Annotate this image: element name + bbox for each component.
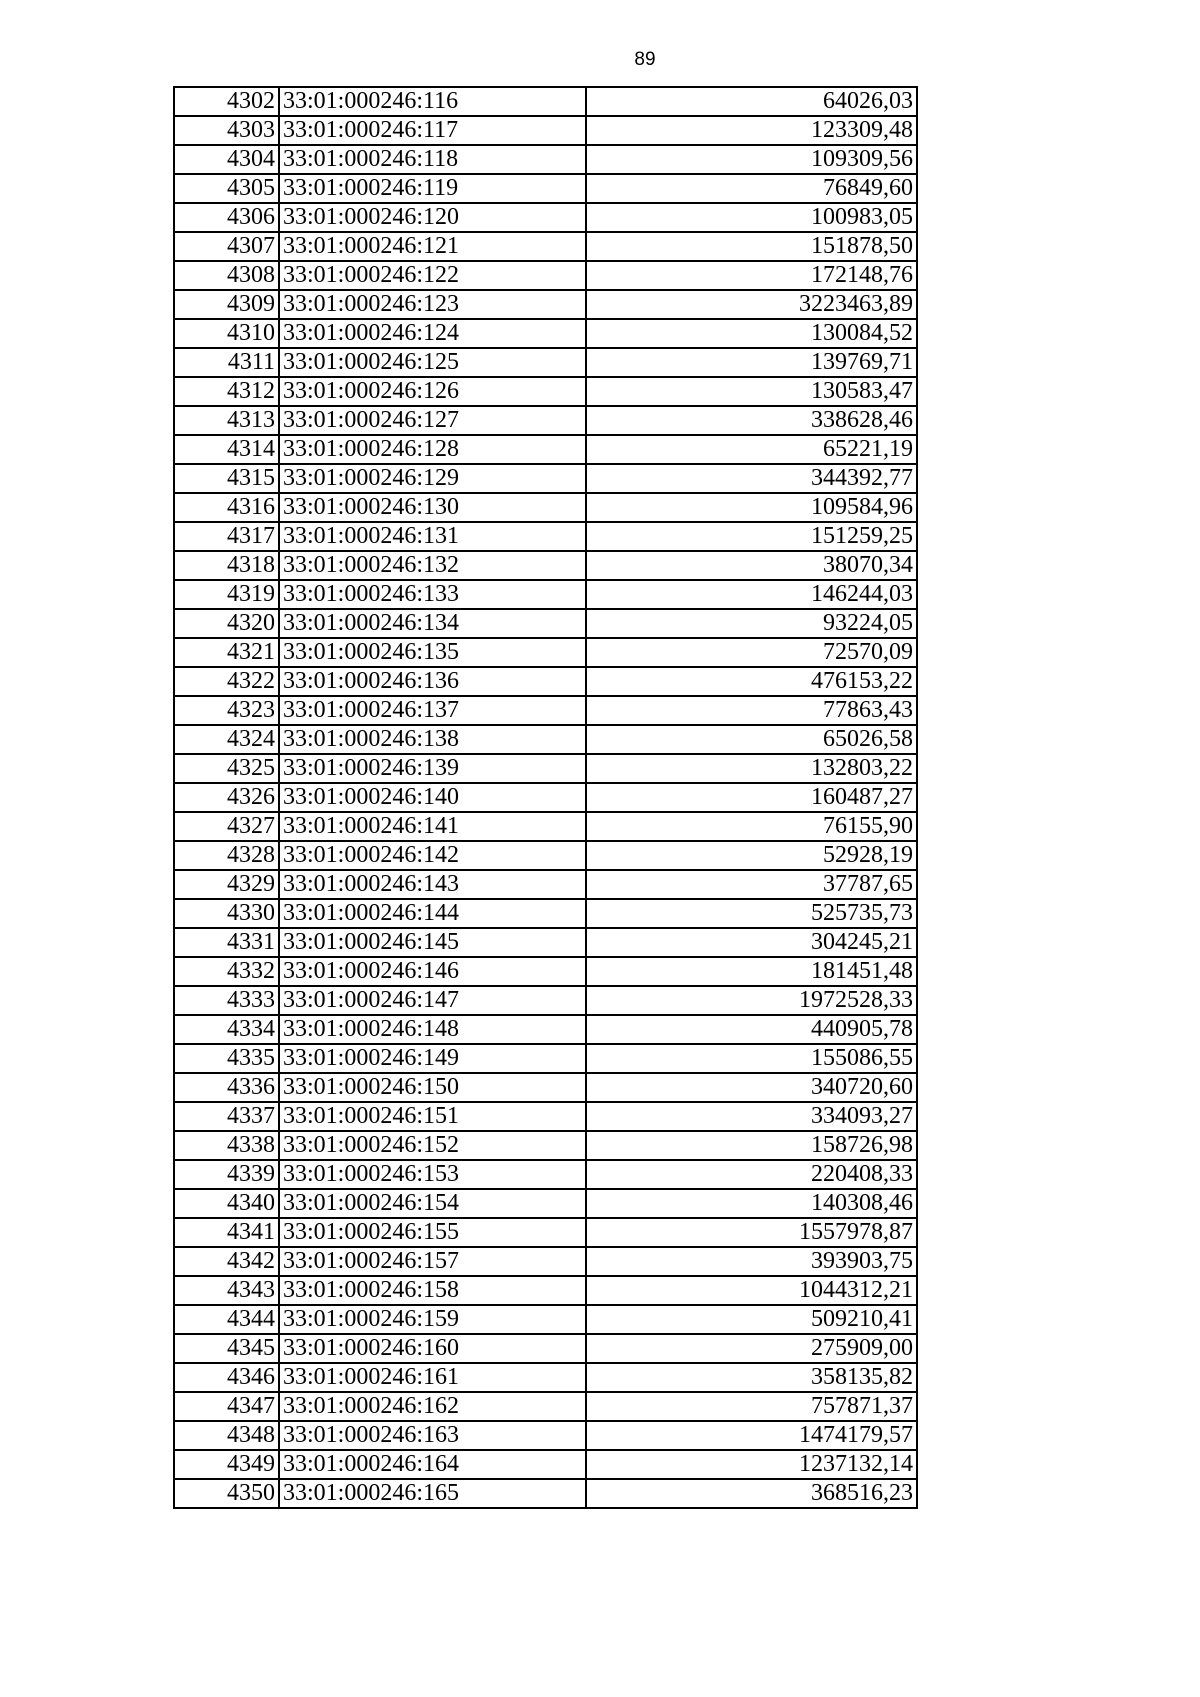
cadastral-value-cell: 65221,19 (586, 435, 917, 464)
cadastral-number-cell: 33:01:000246:125 (279, 348, 586, 377)
cadastral-number-cell: 33:01:000246:134 (279, 609, 586, 638)
row-number-cell: 4323 (174, 696, 279, 725)
row-number-cell: 4319 (174, 580, 279, 609)
row-number-cell: 4325 (174, 754, 279, 783)
table-row (174, 203, 917, 232)
row-number-cell: 4336 (174, 1073, 279, 1102)
row-number-cell: 4306 (174, 203, 279, 232)
table-row (174, 783, 917, 812)
cadastral-value-cell: 757871,37 (586, 1392, 917, 1421)
row-number-cell: 4304 (174, 145, 279, 174)
table-row (174, 1450, 917, 1479)
cadastral-number-cell: 33:01:000246:146 (279, 957, 586, 986)
cadastral-number-cell: 33:01:000246:131 (279, 522, 586, 551)
table-row (174, 1131, 917, 1160)
cadastral-value-cell: 344392,77 (586, 464, 917, 493)
cadastral-value-cell: 158726,98 (586, 1131, 917, 1160)
cadastral-value-cell: 76155,90 (586, 812, 917, 841)
table-row (174, 609, 917, 638)
table-row (174, 1392, 917, 1421)
row-number-cell: 4339 (174, 1160, 279, 1189)
row-number-cell: 4350 (174, 1479, 279, 1508)
cadastral-number-cell: 33:01:000246:122 (279, 261, 586, 290)
table-row (174, 1160, 917, 1189)
cadastral-number-cell: 33:01:000246:138 (279, 725, 586, 754)
cadastral-value-cell: 37787,65 (586, 870, 917, 899)
cadastral-value-cell: 77863,43 (586, 696, 917, 725)
cadastral-number-cell: 33:01:000246:121 (279, 232, 586, 261)
cadastral-number-cell: 33:01:000246:140 (279, 783, 586, 812)
cadastral-value-cell: 38070,34 (586, 551, 917, 580)
row-number-cell: 4309 (174, 290, 279, 319)
table-row (174, 435, 917, 464)
cadastral-number-cell: 33:01:000246:164 (279, 1450, 586, 1479)
row-number-cell: 4331 (174, 928, 279, 957)
table-row (174, 1218, 917, 1247)
cadastral-number-cell: 33:01:000246:133 (279, 580, 586, 609)
table-row (174, 1189, 917, 1218)
row-number-cell: 4326 (174, 783, 279, 812)
table-row (174, 1305, 917, 1334)
cadastral-value-cell: 1044312,21 (586, 1276, 917, 1305)
table-row (174, 319, 917, 348)
row-number-cell: 4315 (174, 464, 279, 493)
row-number-cell: 4318 (174, 551, 279, 580)
cadastral-number-cell: 33:01:000246:145 (279, 928, 586, 957)
cadastral-number-cell: 33:01:000246:135 (279, 638, 586, 667)
row-number-cell: 4343 (174, 1276, 279, 1305)
cadastral-value-cell: 64026,03 (586, 87, 917, 116)
cadastral-number-cell: 33:01:000246:123 (279, 290, 586, 319)
cadastral-value-cell: 155086,55 (586, 1044, 917, 1073)
cadastral-value-cell: 525735,73 (586, 899, 917, 928)
cadastral-value-cell: 393903,75 (586, 1247, 917, 1276)
row-number-cell: 4340 (174, 1189, 279, 1218)
cadastral-number-cell: 33:01:000246:142 (279, 841, 586, 870)
cadastral-value-cell: 1972528,33 (586, 986, 917, 1015)
row-number-cell: 4334 (174, 1015, 279, 1044)
table-row (174, 87, 917, 116)
cadastral-value-cell: 130583,47 (586, 377, 917, 406)
cadastral-value-cell: 93224,05 (586, 609, 917, 638)
table-row (174, 1421, 917, 1450)
row-number-cell: 4311 (174, 348, 279, 377)
cadastral-value-cell: 440905,78 (586, 1015, 917, 1044)
row-number-cell: 4321 (174, 638, 279, 667)
row-number-cell: 4320 (174, 609, 279, 638)
row-number-cell: 4341 (174, 1218, 279, 1247)
cadastral-number-cell: 33:01:000246:124 (279, 319, 586, 348)
cadastral-value-cell: 1237132,14 (586, 1450, 917, 1479)
row-number-cell: 4324 (174, 725, 279, 754)
cadastral-number-cell: 33:01:000246:153 (279, 1160, 586, 1189)
cadastral-value-cell: 340720,60 (586, 1073, 917, 1102)
cadastral-value-cell: 76849,60 (586, 174, 917, 203)
cadastral-value-cell: 139769,71 (586, 348, 917, 377)
cadastral-value-cell: 275909,00 (586, 1334, 917, 1363)
cadastral-number-cell: 33:01:000246:150 (279, 1073, 586, 1102)
cadastral-number-cell: 33:01:000246:149 (279, 1044, 586, 1073)
row-number-cell: 4308 (174, 261, 279, 290)
cadastral-number-cell: 33:01:000246:127 (279, 406, 586, 435)
table-row (174, 551, 917, 580)
cadastral-number-cell: 33:01:000246:136 (279, 667, 586, 696)
cadastral-number-cell: 33:01:000246:126 (279, 377, 586, 406)
cadastral-value-cell: 1474179,57 (586, 1421, 917, 1450)
cadastral-value-cell: 109584,96 (586, 493, 917, 522)
table-row (174, 1334, 917, 1363)
cadastral-number-cell: 33:01:000246:141 (279, 812, 586, 841)
table-row (174, 174, 917, 203)
cadastral-number-cell: 33:01:000246:158 (279, 1276, 586, 1305)
table-row (174, 667, 917, 696)
cadastral-number-cell: 33:01:000246:143 (279, 870, 586, 899)
row-number-cell: 4335 (174, 1044, 279, 1073)
cadastral-number-cell: 33:01:000246:116 (279, 87, 586, 116)
row-number-cell: 4332 (174, 957, 279, 986)
row-number-cell: 4342 (174, 1247, 279, 1276)
cadastral-value-cell: 160487,27 (586, 783, 917, 812)
table-row (174, 1044, 917, 1073)
row-number-cell: 4330 (174, 899, 279, 928)
cadastral-number-cell: 33:01:000246:165 (279, 1479, 586, 1508)
row-number-cell: 4303 (174, 116, 279, 145)
cadastral-number-cell: 33:01:000246:160 (279, 1334, 586, 1363)
row-number-cell: 4328 (174, 841, 279, 870)
cadastral-value-cell: 304245,21 (586, 928, 917, 957)
cadastral-number-cell: 33:01:000246:129 (279, 464, 586, 493)
cadastral-value-cell: 3223463,89 (586, 290, 917, 319)
table-row (174, 232, 917, 261)
cadastral-number-cell: 33:01:000246:120 (279, 203, 586, 232)
cadastral-number-cell: 33:01:000246:132 (279, 551, 586, 580)
table-row (174, 406, 917, 435)
cadastral-value-cell: 338628,46 (586, 406, 917, 435)
cadastral-value-cell: 220408,33 (586, 1160, 917, 1189)
cadastral-number-cell: 33:01:000246:151 (279, 1102, 586, 1131)
row-number-cell: 4314 (174, 435, 279, 464)
table-row (174, 899, 917, 928)
cadastral-number-cell: 33:01:000246:117 (279, 116, 586, 145)
cadastral-value-cell: 358135,82 (586, 1363, 917, 1392)
table-row (174, 377, 917, 406)
cadastral-value-cell: 476153,22 (586, 667, 917, 696)
table-row (174, 841, 917, 870)
cadastral-value-cell: 109309,56 (586, 145, 917, 174)
cadastral-value-cell: 334093,27 (586, 1102, 917, 1131)
table-row (174, 1073, 917, 1102)
table-row (174, 116, 917, 145)
cadastral-value-cell: 146244,03 (586, 580, 917, 609)
table-row (174, 725, 917, 754)
row-number-cell: 4307 (174, 232, 279, 261)
cadastral-number-cell: 33:01:000246:155 (279, 1218, 586, 1247)
cadastral-value-cell: 368516,23 (586, 1479, 917, 1508)
cadastral-value-cell: 130084,52 (586, 319, 917, 348)
row-number-cell: 4312 (174, 377, 279, 406)
row-number-cell: 4345 (174, 1334, 279, 1363)
table-row (174, 1479, 917, 1508)
cadastral-value-cell: 52928,19 (586, 841, 917, 870)
cadastral-value-cell: 509210,41 (586, 1305, 917, 1334)
table-row (174, 290, 917, 319)
cadastral-value-cell: 172148,76 (586, 261, 917, 290)
cadastral-value-cell: 1557978,87 (586, 1218, 917, 1247)
cadastral-number-cell: 33:01:000246:163 (279, 1421, 586, 1450)
cadastral-number-cell: 33:01:000246:157 (279, 1247, 586, 1276)
row-number-cell: 4329 (174, 870, 279, 899)
row-number-cell: 4302 (174, 87, 279, 116)
cadastral-value-cell: 72570,09 (586, 638, 917, 667)
cadastral-number-cell: 33:01:000246:130 (279, 493, 586, 522)
row-number-cell: 4333 (174, 986, 279, 1015)
table-row (174, 986, 917, 1015)
row-number-cell: 4337 (174, 1102, 279, 1131)
row-number-cell: 4305 (174, 174, 279, 203)
row-number-cell: 4346 (174, 1363, 279, 1392)
cadastral-number-cell: 33:01:000246:152 (279, 1131, 586, 1160)
row-number-cell: 4338 (174, 1131, 279, 1160)
cadastral-number-cell: 33:01:000246:137 (279, 696, 586, 725)
row-number-cell: 4316 (174, 493, 279, 522)
cadastral-value-cell: 123309,48 (586, 116, 917, 145)
row-number-cell: 4349 (174, 1450, 279, 1479)
cadastral-value-cell: 151259,25 (586, 522, 917, 551)
table-row (174, 957, 917, 986)
row-number-cell: 4322 (174, 667, 279, 696)
cadastral-number-cell: 33:01:000246:147 (279, 986, 586, 1015)
table-row (174, 348, 917, 377)
table-row (174, 870, 917, 899)
row-number-cell: 4347 (174, 1392, 279, 1421)
table-row (174, 1247, 917, 1276)
cadastral-number-cell: 33:01:000246:144 (279, 899, 586, 928)
table-row (174, 145, 917, 174)
cadastral-number-cell: 33:01:000246:139 (279, 754, 586, 783)
table-row (174, 1102, 917, 1131)
cadastral-number-cell: 33:01:000246:161 (279, 1363, 586, 1392)
cadastral-value-cell: 140308,46 (586, 1189, 917, 1218)
table-row (174, 522, 917, 551)
table-row (174, 638, 917, 667)
cadastral-number-cell: 33:01:000246:154 (279, 1189, 586, 1218)
cadastral-value-cell: 181451,48 (586, 957, 917, 986)
table-row (174, 580, 917, 609)
cadastral-number-cell: 33:01:000246:119 (279, 174, 586, 203)
cadastral-value-cell: 65026,58 (586, 725, 917, 754)
cadastral-value-cell: 132803,22 (586, 754, 917, 783)
cadastral-value-table (173, 86, 918, 1509)
table-row (174, 696, 917, 725)
row-number-cell: 4344 (174, 1305, 279, 1334)
cadastral-value-cell: 151878,50 (586, 232, 917, 261)
cadastral-number-cell: 33:01:000246:162 (279, 1392, 586, 1421)
table-row (174, 1015, 917, 1044)
cadastral-number-cell: 33:01:000246:118 (279, 145, 586, 174)
table-row (174, 1363, 917, 1392)
cadastral-number-cell: 33:01:000246:128 (279, 435, 586, 464)
row-number-cell: 4317 (174, 522, 279, 551)
table-row (174, 1276, 917, 1305)
table-row (174, 812, 917, 841)
row-number-cell: 4348 (174, 1421, 279, 1450)
cadastral-number-cell: 33:01:000246:148 (279, 1015, 586, 1044)
row-number-cell: 4313 (174, 406, 279, 435)
row-number-cell: 4327 (174, 812, 279, 841)
cadastral-number-cell: 33:01:000246:159 (279, 1305, 586, 1334)
table-body (174, 87, 917, 1508)
table-row (174, 464, 917, 493)
table-row (174, 754, 917, 783)
table-row (174, 493, 917, 522)
row-number-cell: 4310 (174, 319, 279, 348)
table-row (174, 928, 917, 957)
page-number: 89 (634, 49, 656, 70)
cadastral-value-cell: 100983,05 (586, 203, 917, 232)
table-row (174, 261, 917, 290)
